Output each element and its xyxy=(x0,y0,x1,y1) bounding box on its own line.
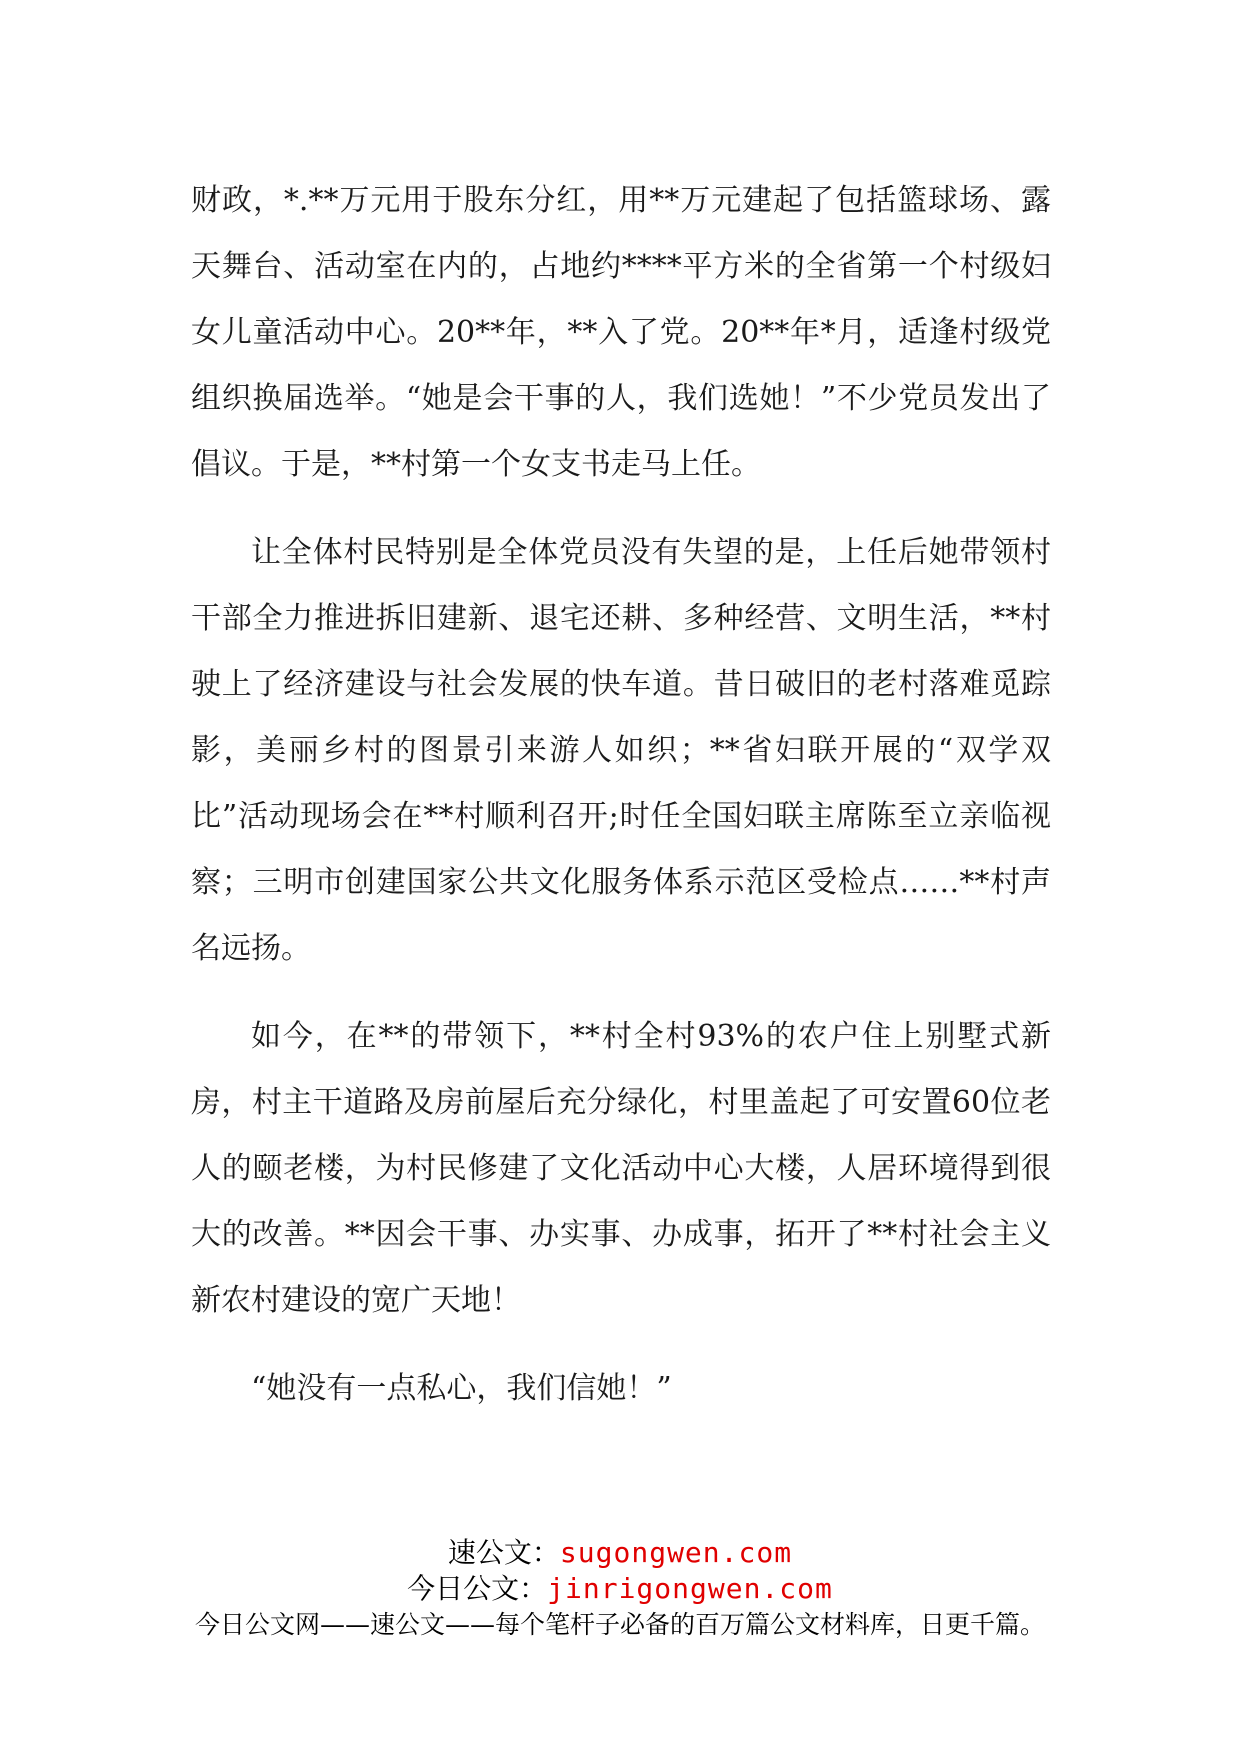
paragraph-2: 让全体村民特别是全体党员没有失望的是，上任后她带领村干部全力推进拆旧建新、退宅还耕、多种经营、文明生活，**村驶上了经济建设与社会发展的快车道。昔日破旧的老村落难觅踪影，美丽乡村的图景引来游人如织；**省妇联开展的“双学双比”活动现场会在**村顺利召开;时任全国妇联主席陈至立亲临视察；三明市创建国家公共文化服务体系示范区受检点……**村声名远扬。 xyxy=(191,535,1051,966)
jinrigongwen-link[interactable]: jinrigongwen.com xyxy=(547,1572,833,1605)
footer xyxy=(0,1535,1240,1643)
footer-line-sugongwen xyxy=(0,1535,1240,1571)
paragraph-4: “她没有一点私心，我们信她！” xyxy=(251,1371,672,1406)
footer-slogan: 今日公文网——速公文——每个笔杆子必备的百万篇公文材料库，日更千篇。 xyxy=(194,1610,1045,1639)
sugongwen-link[interactable]: sugongwen.com xyxy=(559,1536,793,1569)
footer-label-sugongwen: 速公文： xyxy=(447,1536,560,1569)
footer-line-jinrigongwen xyxy=(0,1571,1240,1607)
footer-label-jinrigongwen: 今日公文： xyxy=(407,1572,548,1605)
document-body xyxy=(191,168,1051,1422)
paragraph-1: 财政，*.**万元用于股东分红，用**万元建起了包括篮球场、露天舞台、活动室在内的，占地约****平方米的全省第一个村级妇女儿童活动中心。20**年，**入了党。20**年*月，适逢村级党组织换届选举。“她是会干事的人，我们选她！”不少党员发出了倡议。于是，**村第一个女支书走马上任。 xyxy=(191,183,1051,482)
paragraph-3: 如今，在**的带领下，**村全村93%的农户住上别墅式新房，村主干道路及房前屋后充分绿化，村里盖起了可安置60位老人的颐老楼，为村民修建了文化活动中心大楼，人居环境得到很大的改善。**因会干事、办实事、办成事，拓开了**村社会主义新农村建设的宽广天地！ xyxy=(191,1019,1051,1318)
